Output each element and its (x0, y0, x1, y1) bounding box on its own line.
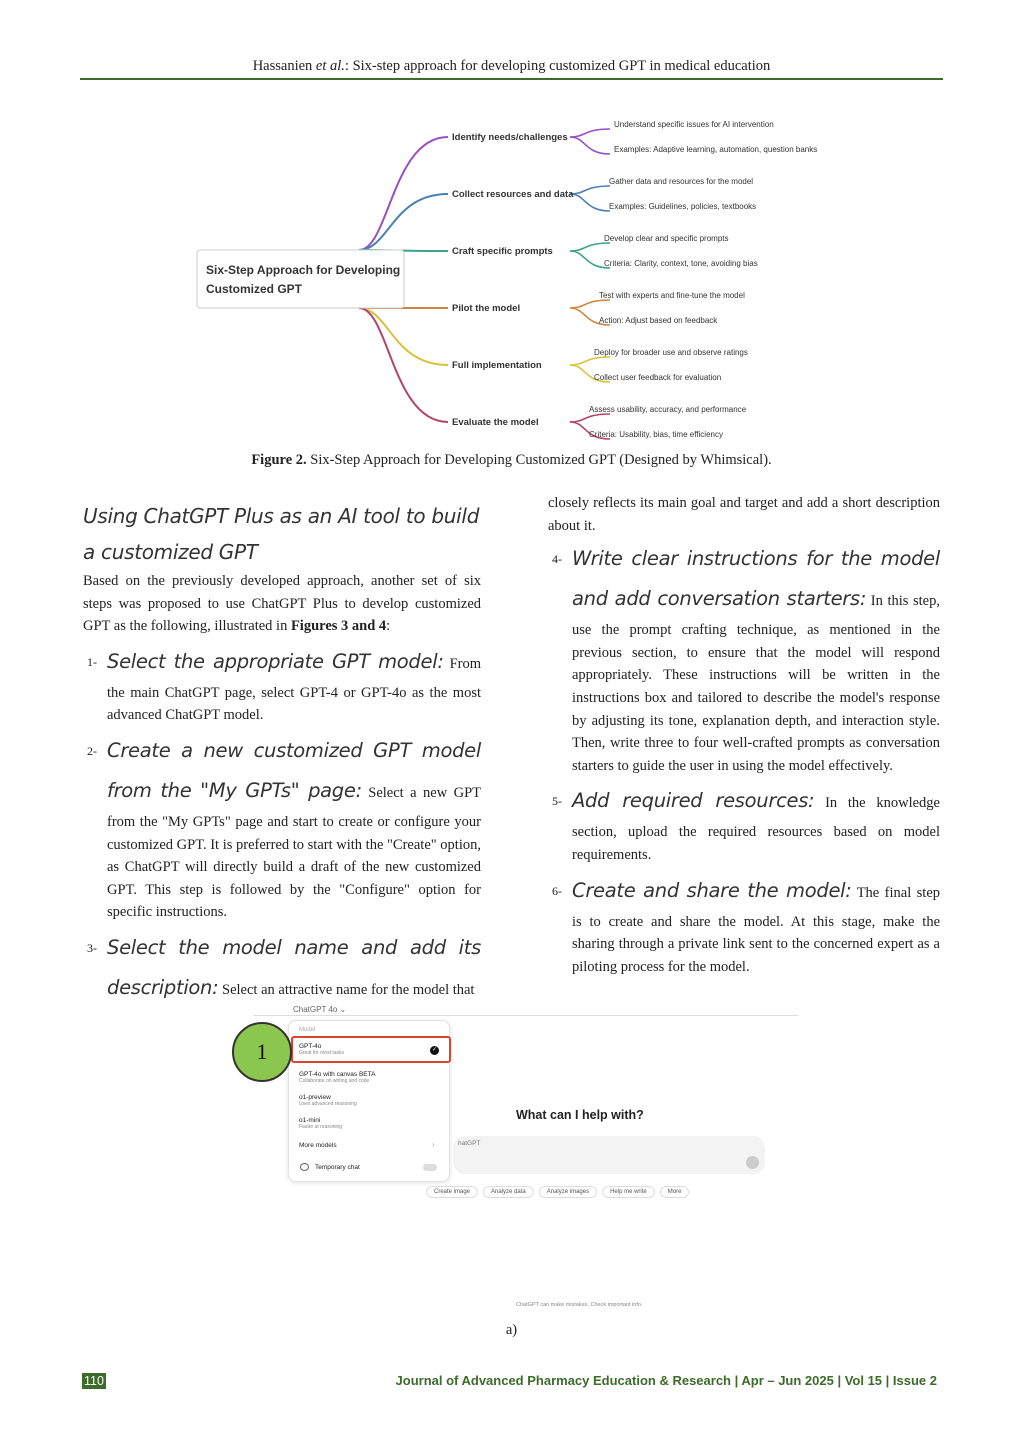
mindmap-leaf-label: Examples: Adaptive learning, automation, question banks (614, 145, 818, 154)
menu-header: Model (299, 1027, 316, 1033)
step-title: Select the model name and add its description: (107, 935, 481, 999)
mindmap-branch-label: Identify needs/challenges (452, 132, 568, 143)
step-5 (548, 781, 940, 866)
step-number: 4- (552, 552, 562, 567)
step-text: Select an attractive name for the model that (218, 981, 475, 998)
step-title: Add required resources: (572, 789, 815, 813)
step-1 (83, 642, 481, 727)
mindmap-branch-label: Full implementation (452, 360, 542, 371)
highlight-box (291, 1036, 451, 1063)
mindmap-leaf-connector (570, 414, 610, 422)
step-text: From the main ChatGPT page, select GPT-4 or GPT-4o as the most advanced ChatGPT model. (107, 655, 481, 724)
header-rule (80, 78, 943, 80)
mindmap-branch-connector (359, 308, 448, 422)
temporary-chat-toggle[interactable] (423, 1164, 437, 1171)
step-text: Select a new GPT from the "My GPTs" page and start to create or configure your customized GPT. It is preferred to start with the "Create" option, as ChatGPT will directly build a draft of the new customized GPT. This step is followed by the "Configure" option for specific instructions. (107, 784, 481, 921)
mindmap-leaf-connector (570, 243, 610, 251)
mindmap-leaf-label: Understand specific issues for AI intervention (614, 120, 774, 129)
menu-item-gpt-4o-canvas[interactable]: GPT-4o with canvas BETA Collaborate on writing and code (299, 1071, 376, 1084)
suggestion-chips (426, 1186, 689, 1198)
step-number: 3- (87, 940, 97, 955)
mindmap-branch-label: Craft specific prompts (452, 246, 553, 257)
mindmap-root-line-2: Customized GPT (206, 282, 303, 296)
step-badge: 1 (232, 1022, 292, 1082)
mindmap-leaf-label: Gather data and resources for the model (609, 177, 754, 186)
continuation-paragraph: closely reflects its main goal and target and add a short description about it. (548, 495, 940, 534)
mindmap-branch-label: Collect resources and data (452, 189, 574, 200)
mindmap-branch-label: Pilot the model (452, 303, 521, 314)
message-input[interactable] (453, 1136, 765, 1174)
subfigure-label: a) (505, 1322, 518, 1338)
mindmap-leaf-label: Deploy for broader use and observe ratings (594, 348, 748, 357)
menu-item-o1-preview[interactable]: o1-preview Uses advanced reasoning (299, 1094, 357, 1107)
step-title: Create a new customized GPT model from the "My GPTs" page: (107, 738, 481, 802)
model-selector-label[interactable]: ChatGPT 4o ⌄ (293, 1005, 347, 1014)
menu-item-gpt-4o[interactable]: GPT-4o Great for most tasks (299, 1043, 345, 1056)
mindmap-branch-label: Evaluate the model (452, 417, 539, 428)
menu-item-temporary-chat[interactable]: Temporary chat (315, 1164, 360, 1171)
step-title: Write clear instructions for the model and add conversation starters: (572, 547, 940, 611)
chip-analyze-data[interactable]: Analyze data (483, 1186, 534, 1198)
step-2 (83, 731, 481, 924)
step-4 (548, 539, 940, 777)
step-text: In this step, use the prompt crafting technique, as mentioned in the previous section, to ensure that the model will respond appropriately. These instructions will be written in the instructions box and tailored to describe the model's response by adjusting its tone, explanation depth, and interaction style. Then, write three to four well-crafted prompts as conversation starters to guide the user in using the model effectively. (572, 593, 940, 774)
mindmap-leaf-connector (570, 129, 610, 137)
mindmap-leaf-connector (570, 357, 610, 365)
mindmap-leaf-label: Examples: Guidelines, policies, textbooks (609, 202, 757, 211)
mindmap-leaf-label: Test with experts and fine-tune the model (599, 291, 745, 300)
step-number: 5- (552, 794, 562, 809)
step-number: 2- (87, 743, 97, 758)
message-input-placeholder: hatGPT (458, 1140, 481, 1147)
step-3 (83, 928, 481, 1008)
chat-bubble-icon (300, 1163, 309, 1171)
mindmap-leaf-connector (570, 137, 610, 154)
screenshot-topbar (253, 1005, 798, 1016)
step-text: The final step is to create and share the model. At this stage, make the sharing through a private link sent to the concerned expert as a piloting process for the model. (572, 884, 941, 975)
step-title: Create and share the model: (572, 878, 852, 902)
mindmap-leaf-connector (570, 186, 610, 194)
mindmap-leaf-label: Criteria: Usability, bias, time efficiency (589, 430, 723, 439)
mindmap-leaf-label: Collect user feedback for evaluation (594, 373, 722, 382)
chevron-right-icon: › (432, 1140, 435, 1149)
step-title: Select the appropriate GPT model: (107, 649, 444, 673)
page-number: 110 (82, 1373, 106, 1389)
mindmap-leaf-label: Criteria: Clarity, context, tone, avoiding bias (604, 259, 758, 268)
step-text: In the knowledge section, upload the required resources based on model requirements. (572, 795, 940, 863)
menu-item-o1-mini[interactable]: o1-mini Faster at reasoning (299, 1117, 343, 1130)
chatgpt-screenshot (228, 1005, 798, 1315)
mindmap-root-box (197, 250, 404, 308)
journal-footer: Journal of Advanced Pharmacy Education & Research | Apr – Jun 2025 | Vol 15 | Issue 2 (395, 1373, 937, 1388)
intro-paragraph: Based on the previously developed approach, another set of six steps was proposed to use ChatGPT Plus to develop customized GPT as the following, illustrated in Figures 3 and 4: (83, 573, 481, 635)
chip-help-me-write[interactable]: Help me write (602, 1186, 655, 1198)
mindmap-root-line-1: Six-Step Approach for Developing (206, 263, 401, 277)
section-title: Using ChatGPT Plus as an AI tool to build a customized GPT (83, 504, 480, 564)
chip-more[interactable]: More (660, 1186, 690, 1198)
disclaimer: ChatGPT can make mistakes. Check important info. (516, 1302, 643, 1308)
chip-create-image[interactable]: Create image (426, 1186, 478, 1198)
mindmap-leaf-connector (570, 194, 610, 211)
mindmap-figure (0, 100, 1023, 450)
check-icon: ✓ (431, 1047, 438, 1053)
menu-item-more-models[interactable]: More models (299, 1142, 337, 1149)
chip-analyze-images[interactable]: Analyze images (539, 1186, 597, 1198)
mindmap-branch-connector (359, 137, 448, 250)
step-number: 6- (552, 883, 562, 898)
step-6 (548, 871, 940, 979)
figure-2-caption: Figure 2. Six-Step Approach for Developing Customized GPT (Designed by Whimsical). (251, 452, 772, 468)
prompt-heading: What can I help with? (516, 1108, 644, 1122)
running-header: Hassanien et al.: Six-step approach for developing customized GPT in medical education (252, 58, 771, 74)
mindmap-leaf-label: Assess usability, accuracy, and performance (589, 405, 747, 414)
send-button[interactable] (746, 1156, 759, 1169)
mindmap-leaf-label: Develop clear and specific prompts (604, 234, 729, 243)
mindmap-leaf-label: Action: Adjust based on feedback (599, 316, 718, 325)
left-column (83, 498, 481, 1008)
right-column (548, 492, 940, 978)
step-number: 1- (87, 654, 97, 669)
mindmap-leaf-connector (570, 300, 610, 308)
